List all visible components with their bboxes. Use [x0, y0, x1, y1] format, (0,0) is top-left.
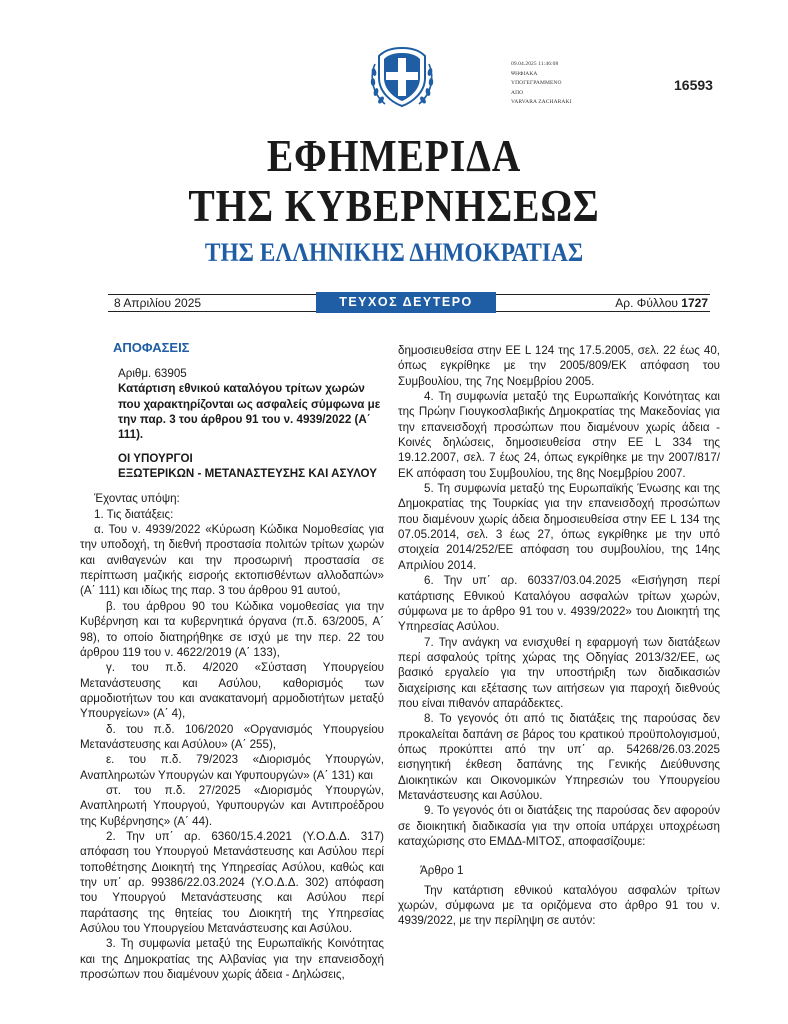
- paragraph: δ. του π.δ. 106/2020 «Οργανισμός Υπουργείου Μετανάστευσης και Ασύλου» (Α΄ 255),: [80, 722, 384, 751]
- paragraph: 7. Την ανάγκη να ενισχυθεί η εφαρμογή των διατάξεων περί ασφαλούς τρίτης χώρας της Οδηγίας 2013/32/ΕΕ, ως βασικό εργαλείο για την υποστήριξη των διαδικασιών διαχείρισης και εξέτασης των αιτήσεων για παροχή διεθνούς που είναι πιθανόν απαράδεκτες.: [398, 635, 720, 710]
- signature-line: ΥΠΟΓΕΓΡΑΜΜΕΝΟ: [511, 80, 562, 87]
- article-heading: Άρθρο 1: [420, 864, 464, 878]
- issue-series-badge: ΤΕΥΧΟΣ ΔΕΥΤΕΡΟ: [316, 292, 496, 313]
- paragraph: 9. Το γεγονός ότι οι διατάξεις της παρούσας δεν αφορούν σε διοικητική διαδικασία για την οποία υπάρχει υποχρέωση καταχώρισης στο ΕΜΔΔ-ΜΙΤΟΣ, αποφασίζουμε:: [398, 804, 720, 848]
- gazette-title-line2: ΤΗΣ ΚΥΒΕΡΝΗΣΕΩΣ: [188, 180, 600, 231]
- ministers-heading: [118, 451, 384, 482]
- issue-sheet-number: [615, 295, 708, 311]
- decision-summary: Κατάρτιση εθνικού καταλόγου τρίτων χωρών που χαρακτηρίζονται ως ασφαλείς σύμφωνα με την παρ. 3 του άρθρου 91 του ν. 4939/2022 (Α΄ 111).: [118, 382, 381, 442]
- decision-number: Αριθμ. 63905: [118, 367, 187, 380]
- section-heading: ΑΠΟΦΑΣΕΙΣ: [113, 340, 190, 355]
- preamble: Έχοντας υπόψη:: [94, 492, 180, 506]
- signature-signer: VARVARA ZACHARAKI: [511, 99, 572, 106]
- paragraph: 1. Τις διατάξεις:: [94, 507, 174, 521]
- issue-bar: [108, 292, 710, 313]
- paragraph: 4. Τη συμφωνία μεταξύ της Ευρωπαϊκής Κοινότητας και της Πρώην Γιουγκοσλαβικής Δημοκρατίας της Μακεδονίας για την επανεισδοχή προσώπων που διαμένουν χωρίς άδεια - Κοινές δηλώσεις, δημοσιευθείσα στην ΕΕ L 334 της 19.12.2007, σελ. 7 έως 24, όπως εγκρίθηκε με την 2007/817/ΕΚ απόφαση του Συμβουλίου, της 8ης Νοεμβρίου 2007.: [398, 390, 720, 480]
- signature-timestamp: 09.04.2025 11:46:08: [511, 61, 559, 67]
- signature-line: ΑΠΟ: [511, 89, 524, 96]
- paragraph: β. του άρθρου 90 του Κώδικα νομοθεσίας για την Κυβέρνηση και τα κυβερνητικά όργανα (π.δ. 63/2005, Α΄ 98), το οποίο διατηρήθηκε σε ισχύ με την περ. 22 του άρθρου 119 του ν. 4622/2019 (Α΄ 133),: [80, 599, 384, 659]
- paragraph: 5. Τη συμφωνία μεταξύ της Ευρωπαϊκής Ένωσης και της Δημοκρατίας της Τουρκίας για την επανεισδοχή προσώπων που διαμένουν χωρίς άδεια δημοσιευθείσα στην ΕΕ L 134 της 07.05.2014, σελ. 3 έως 27, όπως εγκρίθηκε με την υπό στοιχεία 2014/252/ΕΕ απόφαση του συμβουλίου, της 14ης Απριλίου 2014.: [398, 482, 720, 572]
- greek-coat-of-arms-icon: [367, 42, 437, 112]
- paragraph: ε. του π.δ. 79/2023 «Διορισμός Υπουργών, Αναπληρωτών Υπουργών και Υφυπουργών» (Α΄ 131) και: [80, 753, 384, 782]
- article-text: Την κατάρτιση εθνικού καταλόγου ασφαλών τρίτων χωρών, σύμφωνα με τα οριζόμενα στο άρθρο 91 του ν. 4939/2022, με την περίληψη σε αυτόν:: [398, 883, 720, 928]
- paragraph: δημοσιευθείσα στην ΕΕ L 124 της 17.5.2005, σελ. 22 έως 40, όπως εγκρίθηκε με την 2005/809/ΕΚ απόφαση του Συμβουλίου, της 7ης Νοεμβρίου 2005.: [398, 344, 720, 388]
- left-column: [80, 340, 384, 982]
- right-column: [398, 343, 720, 929]
- paragraph: 3. Τη συμφωνία μεταξύ της Ευρωπαϊκής Κοινότητας και της Δημοκρατίας της Αλβανίας για την επανεισδοχή προσώπων που διαμένουν χωρίς άδεια - Δηλώσεις,: [80, 937, 384, 982]
- issue-sheet-label: Αρ. Φύλλου: [615, 296, 678, 310]
- digital-signature-block: [511, 60, 572, 108]
- issue-sheet-value: 1727: [681, 296, 708, 310]
- paragraph: 6. Την υπ΄ αρ. 60337/03.04.2025 «Εισήγηση περί κατάρτισης Εθνικού Καταλόγου ασφαλών τρίτων χωρών, σύμφωνα με το άρθρο 91 του ν. 4939/2022» του Διοικητή της Υπηρεσίας Ασύλου.: [398, 574, 720, 634]
- signature-line: ΨΗΦΙΑΚΑ: [511, 70, 538, 77]
- issue-date: 8 Απριλίου 2025: [114, 296, 202, 310]
- paragraph: γ. του π.δ. 4/2020 «Σύσταση Υπουργείου Μετανάστευσης και Ασύλου, καθορισμός των αρμοδιοτήτων του και ανακατανομή αρμοδιοτήτων μεταξύ Υπουργείων» (Α΄ 4),: [80, 661, 384, 721]
- paragraph: α. Του ν. 4939/2022 «Κύρωση Κώδικα Νομοθεσίας για την υποδοχή, τη διεθνή προστασία πολιτών τρίτων χωρών και ανιθαγενών και την προσωρινή προστασία σε περίπτωση μαζικής εισροής εκτοπισθέντων αλλοδαπών» (Α΄ 111) και ιδίως της παρ. 3 του άρθρου 91 αυτού,: [80, 523, 384, 598]
- gazette-subtitle: ΤΗΣ ΕΛΛΗΝΙΚΗΣ ΔΗΜΟΚΡΑΤΙΑΣ: [204, 238, 584, 267]
- paragraph: 2. Την υπ΄ αρ. 6360/15.4.2021 (Υ.Ο.Δ.Δ. 317) απόφαση του Υπουργού Μετανάστευσης και Ασύλου περί τοποθέτησης Διοικητή της Υπηρεσίας Ασύλου, καθώς και την υπ΄ αρ. 99386/22.03.2024 (Υ.Ο.Δ.Δ. 302) απόφαση του Υπουργού Μετανάστευσης και Ασύλου περί παράτασης της θητείας του Διοικητή της Υπηρεσίας Ασύλου του Υπουργείου Μετανάστευσης και Ασύλου.: [80, 829, 384, 936]
- gazette-title-line1: ΕΦΗΜΕΡΙΔΑ: [266, 130, 522, 181]
- ministers-line2: ΕΞΩΤΕΡΙΚΩΝ - ΜΕΤΑΝΑΣΤΕΥΣΗΣ ΚΑΙ ΑΣΥΛΟΥ: [118, 467, 377, 481]
- ministers-line1: ΟΙ ΥΠΟΥΡΓΟΙ: [118, 451, 193, 465]
- paragraph: στ. του π.δ. 27/2025 «Διορισμός Υπουργών, Αναπληρωτή Υπουργού, Υφυπουργών και Αντιπροέδρου της Κυβέρνησης» (Α΄ 44).: [80, 783, 384, 828]
- paragraph: 8. Το γεγονός ότι από τις διατάξεις της παρούσας δεν προκαλείται δαπάνη σε βάρος του κρατικού προϋπολογισμού, όπως προκύπτει από την υπ΄ αρ. 54268/26.03.2025 εισηγητική έκθεση δαπάνης της Γενικής Διεύθυνσης Διοικητικών και Οικονομικών Υπηρεσιών του Υπουργείου Μετανάστευσης και Ασύλου.: [398, 712, 720, 802]
- page-number: 16593: [674, 77, 713, 93]
